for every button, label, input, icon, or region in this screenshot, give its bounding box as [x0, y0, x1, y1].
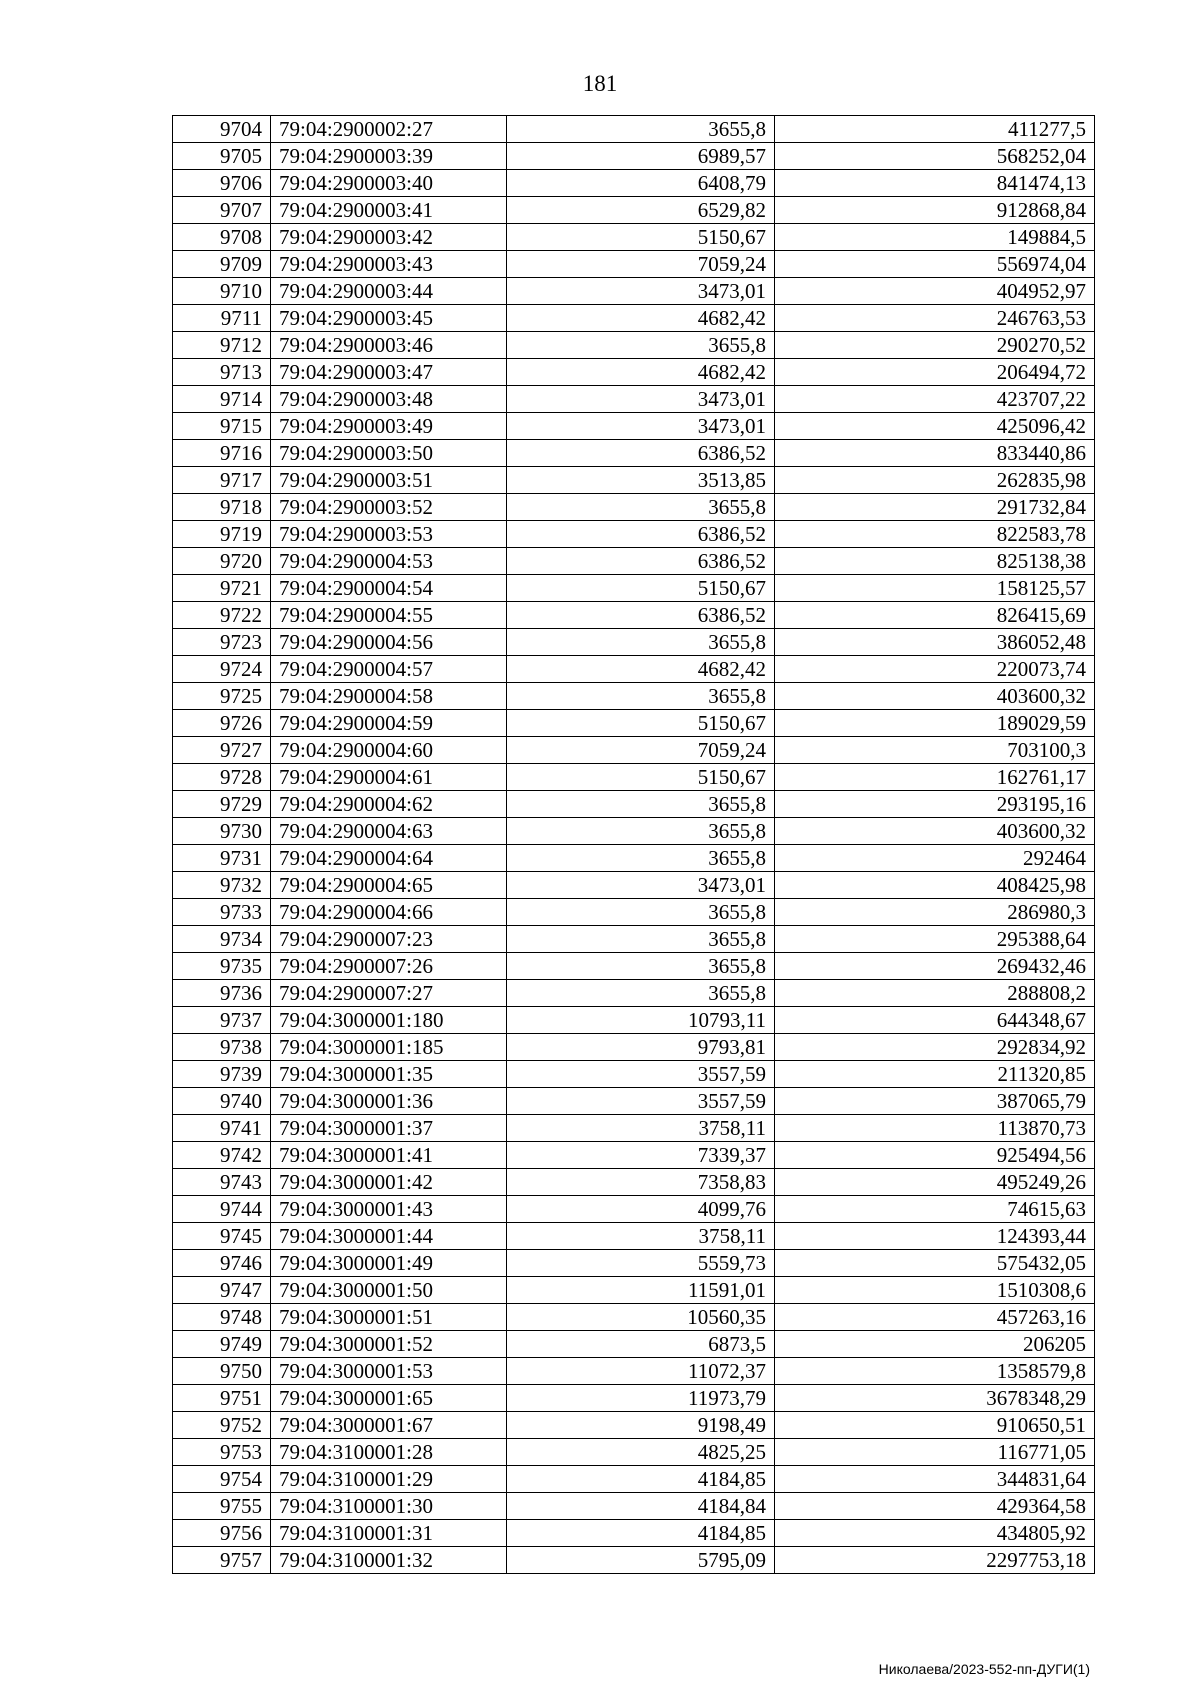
area-cell: 6873,5 [507, 1331, 775, 1358]
cadastral-number-cell: 79:04:2900007:26 [271, 953, 507, 980]
area-cell: 3473,01 [507, 413, 775, 440]
row-number-cell: 9712 [173, 332, 271, 359]
value-cell: 269432,46 [775, 953, 1095, 980]
area-cell: 3655,8 [507, 845, 775, 872]
area-cell: 11973,79 [507, 1385, 775, 1412]
area-cell: 9198,49 [507, 1412, 775, 1439]
value-cell: 158125,57 [775, 575, 1095, 602]
cadastral-number-cell: 79:04:2900004:61 [271, 764, 507, 791]
area-cell: 6529,82 [507, 197, 775, 224]
row-number-cell: 9720 [173, 548, 271, 575]
table-row [173, 116, 1095, 143]
cadastral-number-cell: 79:04:2900003:53 [271, 521, 507, 548]
value-cell: 841474,13 [775, 170, 1095, 197]
row-number-cell: 9714 [173, 386, 271, 413]
row-number-cell: 9751 [173, 1385, 271, 1412]
cadastral-number-cell: 79:04:2900004:64 [271, 845, 507, 872]
cadastral-number-cell: 79:04:2900004:63 [271, 818, 507, 845]
value-cell: 262835,98 [775, 467, 1095, 494]
table-row [173, 737, 1095, 764]
table-row [173, 953, 1095, 980]
cadastral-number-cell: 79:04:3000001:36 [271, 1088, 507, 1115]
cadastral-number-cell: 79:04:2900003:44 [271, 278, 507, 305]
footer-reference: Николаева/2023-552-пп-ДУГИ(1) [878, 1661, 1090, 1677]
cadastral-number-cell: 79:04:3000001:53 [271, 1358, 507, 1385]
row-number-cell: 9704 [173, 116, 271, 143]
table-row [173, 143, 1095, 170]
page-number: 181 [582, 71, 618, 96]
cadastral-number-cell: 79:04:2900003:47 [271, 359, 507, 386]
table-row [173, 1547, 1095, 1574]
value-cell: 162761,17 [775, 764, 1095, 791]
table-row [173, 818, 1095, 845]
cadastral-number-cell: 79:04:2900007:27 [271, 980, 507, 1007]
table-row [173, 1412, 1095, 1439]
row-number-cell: 9718 [173, 494, 271, 521]
row-number-cell: 9747 [173, 1277, 271, 1304]
table-row [173, 386, 1095, 413]
row-number-cell: 9753 [173, 1439, 271, 1466]
area-cell: 6386,52 [507, 602, 775, 629]
area-cell: 5559,73 [507, 1250, 775, 1277]
area-cell: 3655,8 [507, 683, 775, 710]
value-cell: 425096,42 [775, 413, 1095, 440]
cadastral-number-cell: 79:04:3000001:185 [271, 1034, 507, 1061]
cadastral-number-cell: 79:04:2900003:40 [271, 170, 507, 197]
cadastral-number-cell: 79:04:2900004:57 [271, 656, 507, 683]
area-cell: 4099,76 [507, 1196, 775, 1223]
cadastral-number-cell: 79:04:2900003:52 [271, 494, 507, 521]
value-cell: 293195,16 [775, 791, 1095, 818]
table-row [173, 1304, 1095, 1331]
value-cell: 1510308,6 [775, 1277, 1095, 1304]
row-number-cell: 9724 [173, 656, 271, 683]
table-row [173, 575, 1095, 602]
table-row [173, 899, 1095, 926]
row-number-cell: 9710 [173, 278, 271, 305]
value-cell: 220073,74 [775, 656, 1095, 683]
table-row [173, 1250, 1095, 1277]
area-cell: 5795,09 [507, 1547, 775, 1574]
table-row [173, 251, 1095, 278]
cadastral-number-cell: 79:04:3000001:52 [271, 1331, 507, 1358]
value-cell: 644348,67 [775, 1007, 1095, 1034]
area-cell: 6408,79 [507, 170, 775, 197]
value-cell: 149884,5 [775, 224, 1095, 251]
row-number-cell: 9711 [173, 305, 271, 332]
value-cell: 292464 [775, 845, 1095, 872]
area-cell: 10560,35 [507, 1304, 775, 1331]
cadastral-number-cell: 79:04:3000001:37 [271, 1115, 507, 1142]
cadastral-table [172, 115, 1095, 1574]
row-number-cell: 9739 [173, 1061, 271, 1088]
cadastral-number-cell: 79:04:2900004:56 [271, 629, 507, 656]
row-number-cell: 9752 [173, 1412, 271, 1439]
area-cell: 3655,8 [507, 818, 775, 845]
row-number-cell: 9723 [173, 629, 271, 656]
cadastral-number-cell: 79:04:3000001:67 [271, 1412, 507, 1439]
value-cell: 408425,98 [775, 872, 1095, 899]
table-row [173, 332, 1095, 359]
row-number-cell: 9717 [173, 467, 271, 494]
area-cell: 3473,01 [507, 872, 775, 899]
table-row [173, 1358, 1095, 1385]
row-number-cell: 9741 [173, 1115, 271, 1142]
cadastral-number-cell: 79:04:3100001:31 [271, 1520, 507, 1547]
area-cell: 7358,83 [507, 1169, 775, 1196]
cadastral-number-cell: 79:04:2900003:48 [271, 386, 507, 413]
cadastral-number-cell: 79:04:2900004:65 [271, 872, 507, 899]
value-cell: 344831,64 [775, 1466, 1095, 1493]
area-cell: 3513,85 [507, 467, 775, 494]
value-cell: 1358579,8 [775, 1358, 1095, 1385]
table-row [173, 791, 1095, 818]
value-cell: 286980,3 [775, 899, 1095, 926]
table-row [173, 1196, 1095, 1223]
row-number-cell: 9707 [173, 197, 271, 224]
row-number-cell: 9757 [173, 1547, 271, 1574]
row-number-cell: 9726 [173, 710, 271, 737]
value-cell: 912868,84 [775, 197, 1095, 224]
value-cell: 211320,85 [775, 1061, 1095, 1088]
cadastral-number-cell: 79:04:2900003:46 [271, 332, 507, 359]
value-cell: 288808,2 [775, 980, 1095, 1007]
value-cell: 290270,52 [775, 332, 1095, 359]
table-row [173, 764, 1095, 791]
table-row [173, 1223, 1095, 1250]
value-cell: 568252,04 [775, 143, 1095, 170]
cadastral-number-cell: 79:04:3000001:49 [271, 1250, 507, 1277]
row-number-cell: 9748 [173, 1304, 271, 1331]
cadastral-number-cell: 79:04:3000001:42 [271, 1169, 507, 1196]
area-cell: 4682,42 [507, 305, 775, 332]
value-cell: 2297753,18 [775, 1547, 1095, 1574]
cadastral-number-cell: 79:04:2900003:51 [271, 467, 507, 494]
cadastral-number-cell: 79:04:3000001:44 [271, 1223, 507, 1250]
cadastral-number-cell: 79:04:2900003:42 [271, 224, 507, 251]
value-cell: 495249,26 [775, 1169, 1095, 1196]
cadastral-number-cell: 79:04:3000001:51 [271, 1304, 507, 1331]
cadastral-number-cell: 79:04:2900003:49 [271, 413, 507, 440]
cadastral-number-cell: 79:04:2900004:58 [271, 683, 507, 710]
area-cell: 5150,67 [507, 710, 775, 737]
row-number-cell: 9731 [173, 845, 271, 872]
value-cell: 825138,38 [775, 548, 1095, 575]
area-cell: 3758,11 [507, 1223, 775, 1250]
cadastral-number-cell: 79:04:2900003:43 [271, 251, 507, 278]
table-row [173, 1331, 1095, 1358]
row-number-cell: 9719 [173, 521, 271, 548]
table-row [173, 656, 1095, 683]
cadastral-number-cell: 79:04:2900002:27 [271, 116, 507, 143]
row-number-cell: 9755 [173, 1493, 271, 1520]
table-row [173, 710, 1095, 737]
area-cell: 6386,52 [507, 548, 775, 575]
value-cell: 434805,92 [775, 1520, 1095, 1547]
table-row [173, 1088, 1095, 1115]
table-row [173, 602, 1095, 629]
cadastral-number-cell: 79:04:3100001:29 [271, 1466, 507, 1493]
value-cell: 833440,86 [775, 440, 1095, 467]
cadastral-number-cell: 79:04:2900004:59 [271, 710, 507, 737]
value-cell: 124393,44 [775, 1223, 1095, 1250]
row-number-cell: 9705 [173, 143, 271, 170]
cadastral-number-cell: 79:04:2900007:23 [271, 926, 507, 953]
cadastral-number-cell: 79:04:2900004:62 [271, 791, 507, 818]
value-cell: 556974,04 [775, 251, 1095, 278]
table-row [173, 305, 1095, 332]
area-cell: 3655,8 [507, 953, 775, 980]
table-row [173, 1142, 1095, 1169]
area-cell: 4825,25 [507, 1439, 775, 1466]
value-cell: 113870,73 [775, 1115, 1095, 1142]
area-cell: 3655,8 [507, 791, 775, 818]
area-cell: 5150,67 [507, 224, 775, 251]
table-row [173, 170, 1095, 197]
cadastral-number-cell: 79:04:2900004:66 [271, 899, 507, 926]
area-cell: 3473,01 [507, 278, 775, 305]
row-number-cell: 9735 [173, 953, 271, 980]
table-row [173, 926, 1095, 953]
cadastral-number-cell: 79:04:2900003:39 [271, 143, 507, 170]
area-cell: 3655,8 [507, 926, 775, 953]
row-number-cell: 9715 [173, 413, 271, 440]
value-cell: 74615,63 [775, 1196, 1095, 1223]
cadastral-number-cell: 79:04:3000001:41 [271, 1142, 507, 1169]
row-number-cell: 9728 [173, 764, 271, 791]
table-row [173, 1061, 1095, 1088]
area-cell: 4682,42 [507, 656, 775, 683]
value-cell: 575432,05 [775, 1250, 1095, 1277]
table-row [173, 1466, 1095, 1493]
table-row [173, 359, 1095, 386]
row-number-cell: 9745 [173, 1223, 271, 1250]
row-number-cell: 9749 [173, 1331, 271, 1358]
cadastral-number-cell: 79:04:2900003:50 [271, 440, 507, 467]
cadastral-number-cell: 79:04:2900003:45 [271, 305, 507, 332]
value-cell: 295388,64 [775, 926, 1095, 953]
table-row [173, 1169, 1095, 1196]
table-row [173, 521, 1095, 548]
value-cell: 404952,97 [775, 278, 1095, 305]
value-cell: 910650,51 [775, 1412, 1095, 1439]
area-cell: 3557,59 [507, 1061, 775, 1088]
row-number-cell: 9733 [173, 899, 271, 926]
row-number-cell: 9730 [173, 818, 271, 845]
area-cell: 7059,24 [507, 737, 775, 764]
row-number-cell: 9734 [173, 926, 271, 953]
row-number-cell: 9738 [173, 1034, 271, 1061]
area-cell: 3655,8 [507, 116, 775, 143]
area-cell: 6386,52 [507, 521, 775, 548]
cadastral-number-cell: 79:04:2900004:55 [271, 602, 507, 629]
row-number-cell: 9746 [173, 1250, 271, 1277]
value-cell: 403600,32 [775, 818, 1095, 845]
value-cell: 3678348,29 [775, 1385, 1095, 1412]
row-number-cell: 9742 [173, 1142, 271, 1169]
row-number-cell: 9713 [173, 359, 271, 386]
table-row [173, 980, 1095, 1007]
cadastral-number-cell: 79:04:2900004:53 [271, 548, 507, 575]
value-cell: 206494,72 [775, 359, 1095, 386]
table-row [173, 872, 1095, 899]
area-cell: 5150,67 [507, 764, 775, 791]
cadastral-number-cell: 79:04:2900004:54 [271, 575, 507, 602]
area-cell: 3655,8 [507, 980, 775, 1007]
area-cell: 3473,01 [507, 386, 775, 413]
value-cell: 403600,32 [775, 683, 1095, 710]
area-cell: 4184,84 [507, 1493, 775, 1520]
table-row [173, 548, 1095, 575]
area-cell: 3758,11 [507, 1115, 775, 1142]
area-cell: 9793,81 [507, 1034, 775, 1061]
table-row [173, 224, 1095, 251]
value-cell: 387065,79 [775, 1088, 1095, 1115]
table-body [173, 116, 1095, 1574]
area-cell: 4184,85 [507, 1466, 775, 1493]
value-cell: 246763,53 [775, 305, 1095, 332]
area-cell: 4184,85 [507, 1520, 775, 1547]
row-number-cell: 9727 [173, 737, 271, 764]
row-number-cell: 9756 [173, 1520, 271, 1547]
table-row [173, 1385, 1095, 1412]
table-row [173, 629, 1095, 656]
area-cell: 3655,8 [507, 332, 775, 359]
row-number-cell: 9716 [173, 440, 271, 467]
value-cell: 423707,22 [775, 386, 1095, 413]
area-cell: 7339,37 [507, 1142, 775, 1169]
row-number-cell: 9743 [173, 1169, 271, 1196]
cadastral-number-cell: 79:04:3000001:50 [271, 1277, 507, 1304]
row-number-cell: 9725 [173, 683, 271, 710]
row-number-cell: 9754 [173, 1466, 271, 1493]
table-row [173, 1277, 1095, 1304]
value-cell: 189029,59 [775, 710, 1095, 737]
area-cell: 3655,8 [507, 899, 775, 926]
cadastral-number-cell: 79:04:3100001:32 [271, 1547, 507, 1574]
area-cell: 6386,52 [507, 440, 775, 467]
row-number-cell: 9750 [173, 1358, 271, 1385]
area-cell: 4682,42 [507, 359, 775, 386]
value-cell: 386052,48 [775, 629, 1095, 656]
area-cell: 11072,37 [507, 1358, 775, 1385]
row-number-cell: 9709 [173, 251, 271, 278]
row-number-cell: 9736 [173, 980, 271, 1007]
area-cell: 6989,57 [507, 143, 775, 170]
table-row [173, 1439, 1095, 1466]
cadastral-number-cell: 79:04:2900003:41 [271, 197, 507, 224]
row-number-cell: 9708 [173, 224, 271, 251]
row-number-cell: 9744 [173, 1196, 271, 1223]
value-cell: 822583,78 [775, 521, 1095, 548]
area-cell: 5150,67 [507, 575, 775, 602]
value-cell: 925494,56 [775, 1142, 1095, 1169]
area-cell: 11591,01 [507, 1277, 775, 1304]
area-cell: 10793,11 [507, 1007, 775, 1034]
area-cell: 3557,59 [507, 1088, 775, 1115]
row-number-cell: 9740 [173, 1088, 271, 1115]
row-number-cell: 9706 [173, 170, 271, 197]
area-cell: 7059,24 [507, 251, 775, 278]
value-cell: 429364,58 [775, 1493, 1095, 1520]
row-number-cell: 9722 [173, 602, 271, 629]
value-cell: 411277,5 [775, 116, 1095, 143]
table-row [173, 1520, 1095, 1547]
cadastral-number-cell: 79:04:3000001:35 [271, 1061, 507, 1088]
cadastral-number-cell: 79:04:2900004:60 [271, 737, 507, 764]
value-cell: 116771,05 [775, 1439, 1095, 1466]
table-row [173, 440, 1095, 467]
table-row [173, 1115, 1095, 1142]
row-number-cell: 9729 [173, 791, 271, 818]
table-row [173, 1034, 1095, 1061]
table-row [173, 467, 1095, 494]
cadastral-number-cell: 79:04:3100001:28 [271, 1439, 507, 1466]
table-row [173, 683, 1095, 710]
area-cell: 3655,8 [507, 494, 775, 521]
table-row [173, 1007, 1095, 1034]
table-row [173, 278, 1095, 305]
value-cell: 292834,92 [775, 1034, 1095, 1061]
cadastral-number-cell: 79:04:3000001:180 [271, 1007, 507, 1034]
area-cell: 3655,8 [507, 629, 775, 656]
cadastral-number-cell: 79:04:3000001:43 [271, 1196, 507, 1223]
table-row [173, 413, 1095, 440]
value-cell: 703100,3 [775, 737, 1095, 764]
table-row [173, 494, 1095, 521]
cadastral-number-cell: 79:04:3100001:30 [271, 1493, 507, 1520]
row-number-cell: 9737 [173, 1007, 271, 1034]
row-number-cell: 9732 [173, 872, 271, 899]
table-row [173, 1493, 1095, 1520]
cadastral-number-cell: 79:04:3000001:65 [271, 1385, 507, 1412]
value-cell: 457263,16 [775, 1304, 1095, 1331]
table-row [173, 845, 1095, 872]
table-row [173, 197, 1095, 224]
value-cell: 291732,84 [775, 494, 1095, 521]
value-cell: 826415,69 [775, 602, 1095, 629]
value-cell: 206205 [775, 1331, 1095, 1358]
row-number-cell: 9721 [173, 575, 271, 602]
